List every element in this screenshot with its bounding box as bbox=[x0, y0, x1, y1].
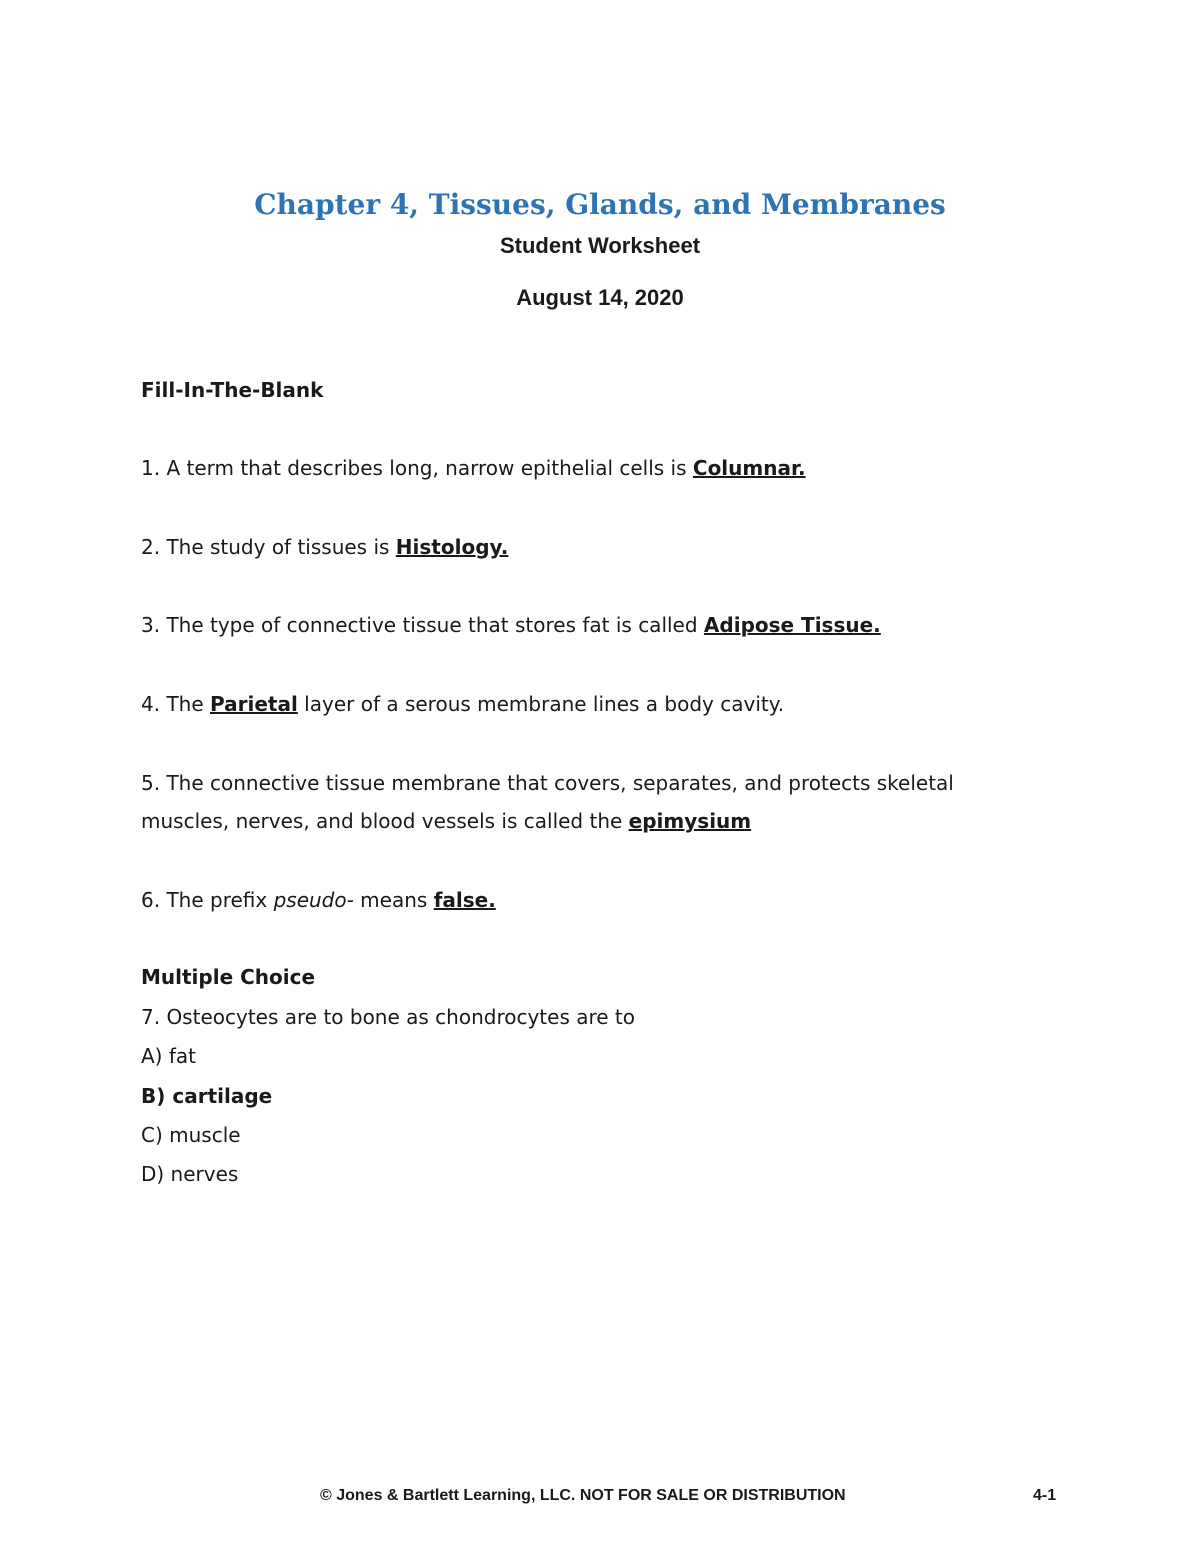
question-3-text: 3. The type of connective tissue that stores fat is called bbox=[141, 613, 704, 637]
question-5-line-2 bbox=[141, 802, 1071, 840]
option-b-correct: B) cartilage bbox=[141, 1084, 273, 1108]
question-1 bbox=[141, 449, 1071, 487]
option-d: D) nerves bbox=[141, 1162, 239, 1186]
question-5-line-1: 5. The connective tissue membrane that covers, separates, and protects skeletal bbox=[141, 771, 954, 795]
question-6 bbox=[141, 881, 1071, 919]
fill-in-heading: Fill-In-The-Blank bbox=[141, 378, 324, 402]
question-1-answer: Columnar. bbox=[692, 456, 806, 480]
question-5 bbox=[141, 764, 1071, 840]
question-5-answer: epimysium bbox=[628, 809, 752, 833]
question-3 bbox=[141, 606, 1071, 644]
question-4-text-end: layer of a serous membrane lines a body cavity. bbox=[297, 692, 785, 716]
question-2 bbox=[141, 528, 1071, 566]
question-4 bbox=[141, 685, 1071, 723]
page-title: Chapter 4, Tissues, Glands, and Membranes bbox=[254, 188, 946, 221]
question-6-text: 6. The prefix bbox=[141, 888, 274, 912]
question-4-text: 4. The bbox=[141, 692, 210, 716]
question-5-text: muscles, nerves, and blood vessels is called the bbox=[141, 809, 629, 833]
page-number: 4-1 bbox=[1033, 1487, 1057, 1504]
question-2-text: 2. The study of tissues is bbox=[141, 535, 396, 559]
option-a: A) fat bbox=[141, 1044, 196, 1068]
question-7: 7. Osteocytes are to bone as chondrocytes are to bbox=[141, 1005, 636, 1029]
question-6-term: pseudo- bbox=[273, 888, 354, 912]
question-1-text: 1. A term that describes long, narrow epithelial cells is bbox=[141, 456, 693, 480]
question-3-answer: Adipose Tissue. bbox=[703, 613, 881, 637]
question-2-answer: Histology. bbox=[395, 535, 509, 559]
page-subtitle: Student Worksheet bbox=[499, 233, 701, 258]
question-6-text-mid: means bbox=[353, 888, 434, 912]
question-4-answer: Parietal bbox=[210, 692, 298, 716]
multiple-choice-heading: Multiple Choice bbox=[141, 965, 316, 989]
option-c: C) muscle bbox=[141, 1123, 241, 1147]
page-date: August 14, 2020 bbox=[516, 285, 684, 310]
footer-copyright: © Jones & Bartlett Learning, LLC. NOT FOR SALE OR DISTRIBUTION bbox=[320, 1487, 846, 1504]
question-6-answer: false. bbox=[433, 888, 496, 912]
